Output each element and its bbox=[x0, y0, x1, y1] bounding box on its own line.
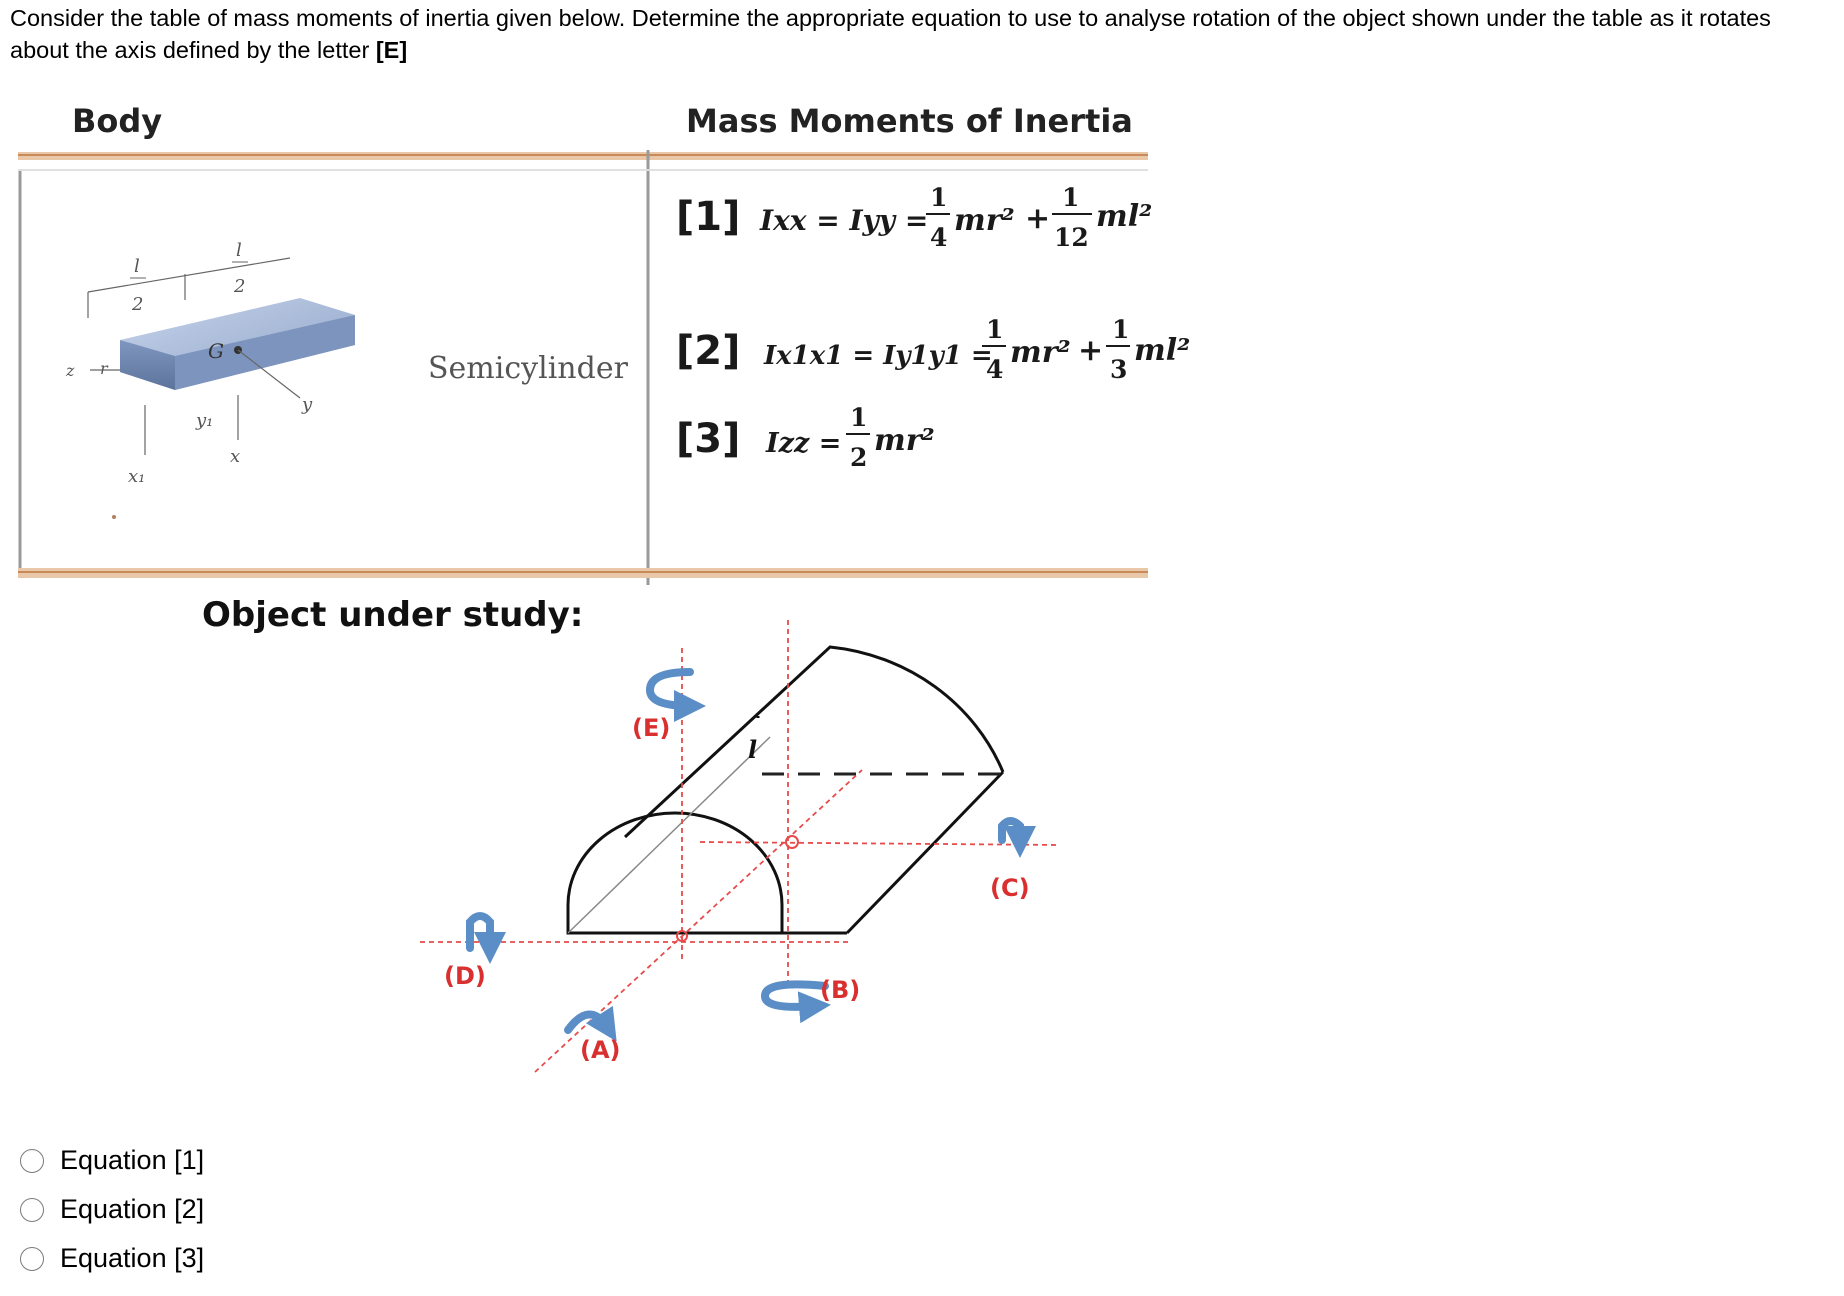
dim-l1-den: 2 bbox=[132, 294, 144, 315]
header-body: Body bbox=[72, 102, 163, 140]
dim-l2-den: 2 bbox=[234, 276, 246, 297]
arrow-B-icon bbox=[765, 984, 825, 1007]
eq1-term1: mr² bbox=[954, 203, 1015, 238]
eq1-f1-num: 1 bbox=[930, 183, 948, 212]
label-E: (E) bbox=[632, 714, 671, 742]
eq3-term1: mr² bbox=[874, 423, 935, 458]
question-axis-letter: [E] bbox=[375, 37, 408, 63]
eq2-f2-num: 1 bbox=[1112, 315, 1130, 344]
equation-1 bbox=[676, 183, 1152, 252]
eq3-f1-num: 1 bbox=[850, 403, 868, 432]
arrow-E-icon bbox=[650, 672, 690, 706]
arrow-D-icon bbox=[470, 916, 490, 948]
dim-l1-num: l bbox=[134, 256, 140, 277]
x-label: x bbox=[230, 446, 241, 467]
label-D: (D) bbox=[444, 962, 486, 990]
semicylinder-illustration bbox=[65, 240, 629, 519]
equations bbox=[676, 183, 1190, 472]
study-title: Object under study: bbox=[202, 595, 584, 635]
eq3-lhs: Izz = bbox=[766, 428, 842, 459]
rotation-axes bbox=[420, 620, 1060, 1072]
x1-label: x₁ bbox=[128, 466, 146, 487]
eq1-lhs: Ixx = Iyy = bbox=[760, 204, 929, 237]
option-label: Equation [1] bbox=[60, 1145, 205, 1175]
y-label: y bbox=[302, 394, 313, 415]
eq1-f1-den: 4 bbox=[930, 223, 948, 252]
eq2-f1-num: 1 bbox=[986, 315, 1004, 344]
option-equation-2[interactable] bbox=[20, 1185, 204, 1234]
answer-options bbox=[20, 1136, 204, 1283]
eq1-f2-den: 12 bbox=[1054, 223, 1089, 252]
radio-button[interactable] bbox=[20, 1149, 44, 1173]
label-A: (A) bbox=[580, 1036, 621, 1064]
arrow-C-icon bbox=[1002, 821, 1020, 842]
equation-3 bbox=[676, 403, 935, 472]
axis-labels bbox=[444, 714, 1030, 1064]
radio-button[interactable] bbox=[20, 1247, 44, 1271]
r-label: r bbox=[100, 359, 108, 378]
header-inertia: Mass Moments of Inertia bbox=[686, 102, 1133, 140]
label-C: (C) bbox=[990, 874, 1030, 902]
eq3-f1-den: 2 bbox=[850, 443, 868, 472]
body-name: Semicylinder bbox=[428, 351, 628, 386]
speck bbox=[112, 515, 116, 519]
dim-l2-num: l bbox=[236, 240, 242, 261]
eq1-plus: + bbox=[1025, 201, 1051, 236]
eq1-f2-num: 1 bbox=[1062, 183, 1080, 212]
radio-button[interactable] bbox=[20, 1198, 44, 1222]
eq2-term2: ml² bbox=[1134, 333, 1191, 368]
dim-line bbox=[88, 258, 290, 292]
equation-2 bbox=[676, 315, 1190, 384]
eq2-lhs: Ix1x1 = Iy1y1 = bbox=[764, 341, 993, 371]
eq3-tag: [3] bbox=[676, 416, 741, 462]
centroid-label: G bbox=[208, 339, 224, 363]
dim-l-label: l bbox=[748, 735, 758, 764]
y1-label: y₁ bbox=[196, 410, 214, 431]
eq2-f1-den: 4 bbox=[986, 355, 1004, 384]
option-equation-1[interactable] bbox=[20, 1136, 204, 1185]
back-right-edge bbox=[847, 772, 1003, 933]
eq2-f2-den: 3 bbox=[1110, 355, 1128, 384]
option-label: Equation [3] bbox=[60, 1243, 205, 1273]
option-label: Equation [2] bbox=[60, 1194, 205, 1224]
z-label: z bbox=[66, 361, 75, 380]
study-diagram bbox=[420, 620, 1060, 1072]
eq1-term2: ml² bbox=[1096, 199, 1153, 234]
eq2-tag: [2] bbox=[676, 328, 741, 374]
diagonal-hidden bbox=[568, 737, 770, 933]
eq1-tag: [1] bbox=[676, 194, 741, 240]
eq2-term1: mr² bbox=[1010, 335, 1071, 370]
question-body: Consider the table of mass moments of inertia given below. Determine the appropriate equation to use to analyse rotation of the object shown under the table as it rotates about the axis defined by the letter bbox=[10, 5, 1771, 63]
option-equation-3[interactable] bbox=[20, 1234, 204, 1283]
eq2-plus: + bbox=[1078, 333, 1104, 368]
label-B: (B) bbox=[820, 976, 861, 1004]
